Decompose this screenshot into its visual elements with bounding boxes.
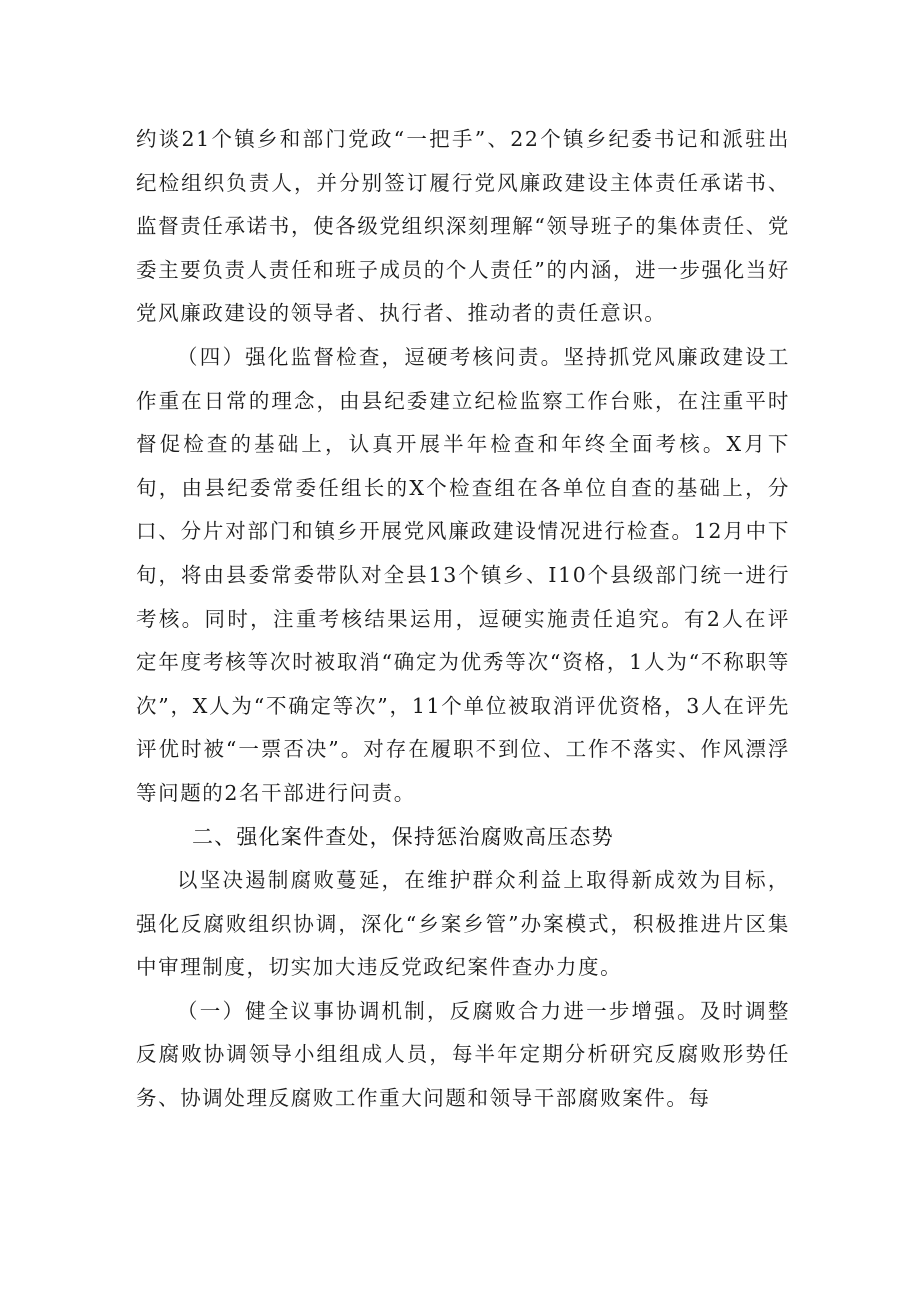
paragraph-subsection-one: （一）健全议事协调机制，反腐败合力进一步增强。及时调整反腐败协调领导小组组成人员，每半年定期分析研究反腐败形势任务、协调处理反腐败工作重大问题和领导干部腐败案件。每 [136,998,790,1111]
section-heading: 二、强化案件查处，保持惩治腐败高压态势 [192,824,614,849]
paragraph-continued: 约谈21个镇乡和部门党政“一把手”、22个镇乡纪委书记和派驻出纪检组织负责人，并分别签订履行党风廉政建设主体责任承诺书、监督责任承诺书，使各级党组织深刻理解“领导班子的集体责任、党委主要负责人责任和班子成员的个人责任”的内涵，进一步强化当好党风廉政建设的领导者、执行者、推动者的责任意识。 [136,127,790,326]
paragraph-intro: 以坚决遏制腐败蔓延，在维护群众利益上取得新成效为目标，强化反腐败组织协调，深化“乡案乡管”办案模式，积极推进片区集中审理制度，切实加大违反党政纪案件查办力度。 [136,868,790,980]
paragraph-section-four: （四）强化监督检查，逗硬考核问责。坚持抓党风廉政建设工作重在日常的理念，由县纪委建立纪检监察工作台账，在注重平时督促检查的基础上，认真开展半年检查和年终全面考核。X月下旬，由县纪委常委任组长的X个检查组在各单位自查的基础上，分口、分片对部门和镇乡开展党风廉政建设情况进行检查。12月中下旬，将由县委常委带队对全县13个镇乡、I10个县级部门统一进行考核。同时，注重考核结果运用，逗硬实施责任追究。有2人在评定年度考核等次时被取消“确定为优秀等次“资格，1人为“不称职等次”，X人为“不确定等次”，11个单位被取消评优资格，3人在评先评优时被“一票否决”。对存在履职不到位、工作不落实、作风漂浮等问题的2名干部进行问责。 [136,344,790,805]
document-body [136,118,790,1121]
